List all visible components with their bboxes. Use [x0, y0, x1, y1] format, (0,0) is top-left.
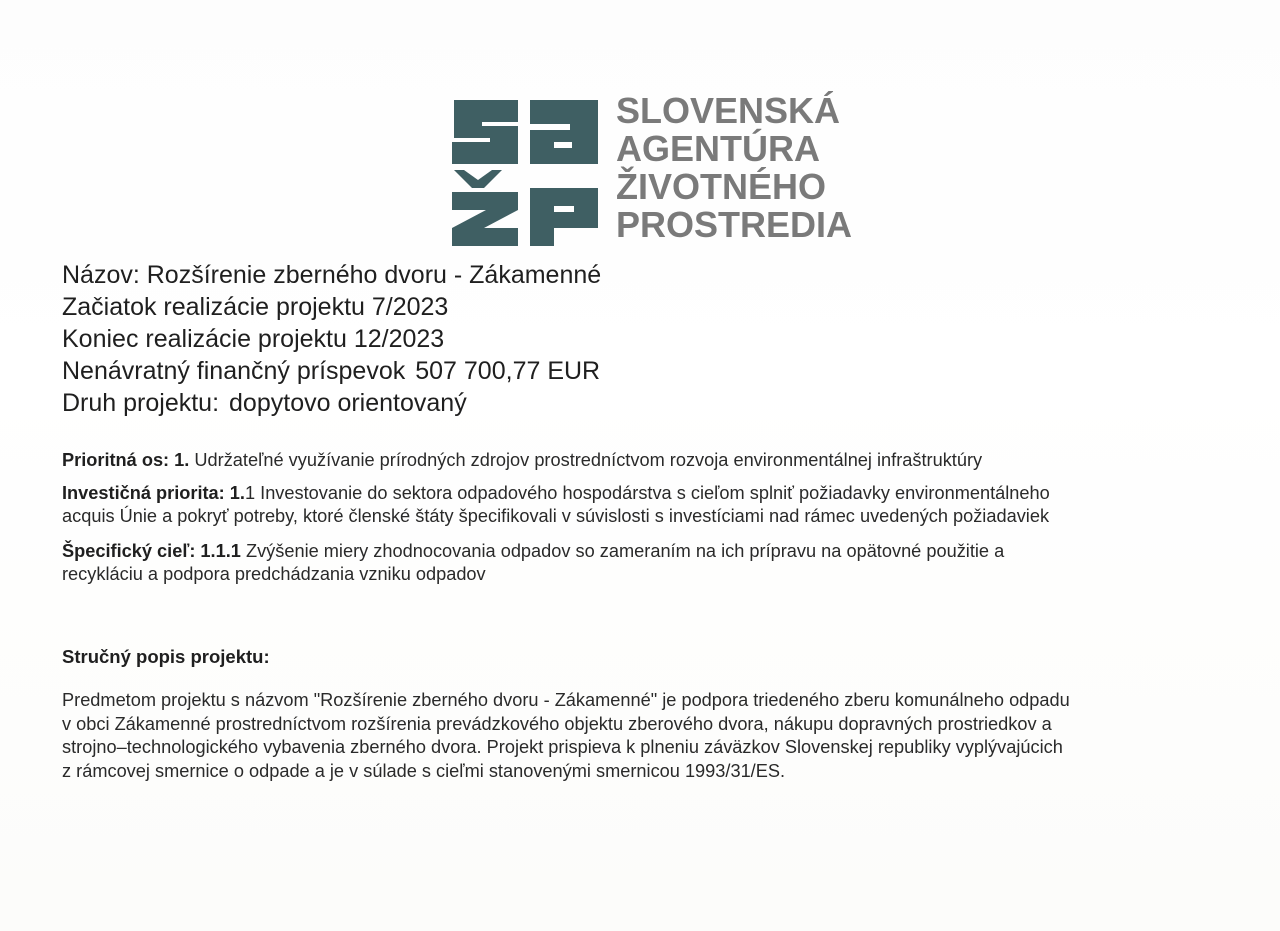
priority-axis [62, 449, 1242, 472]
description-line: Predmetom projektu s názvom "Rozšírenie zberného dvoru - Zákamenné" je podpora triedeného zberu komunálneho odpadu [62, 690, 1070, 710]
specific-objective-text-line1: Zvýšenie miery zhodnocovania odpadov so zameraním na ich prípravu na opätovné použitie a [245, 541, 1005, 561]
logo-wordmark [616, 92, 852, 244]
project-grant [62, 355, 601, 387]
investment-priority-label: Investičná priorita: 1. [62, 483, 245, 503]
project-end: Koniec realizácie projektu 12/2023 [62, 325, 445, 353]
priority-axis-text: Udržateľné využívanie prírodných zdrojov prostredníctvom rozvoja environmentálnej infraštruktúry [194, 450, 983, 470]
investment-priority-text-line1: Investovanie do sektora odpadového hospodárstva s cieľom splniť požiadavky environmentálneho [260, 483, 1050, 503]
project-info [62, 259, 601, 419]
grant-label: Nenávratný finančný príspevok [62, 357, 406, 385]
type-label: Druh projektu: [62, 389, 220, 417]
description-line: v obci Zákamenné prostredníctvom rozšírenia prevádzkového objektu zberového dvora, nákupu dopravných prostriedkov a [62, 713, 1052, 734]
description-title: Stručný popis projektu: [62, 646, 270, 667]
project-name: Názov: Rozšírenie zberného dvoru - Zákamenné [62, 261, 602, 289]
logo-line: AGENTÚRA [616, 128, 820, 169]
investment-priority-text-line2: acquis Únie a pokryť potreby, ktoré členské štáty špecifikovali v súvislosti s investíciami nad rámec uvedených požiadaviek [62, 506, 1050, 526]
type-value: dopytovo orientovaný [229, 389, 467, 417]
specific-objective [62, 540, 1242, 586]
description-line: z rámcovej smernice o odpade a je v súlade s cieľmi stanovenými smernicou 1993/31/ES. [62, 760, 786, 781]
investment-priority [62, 482, 1242, 528]
description-body [62, 689, 1242, 783]
project-type [62, 387, 601, 419]
logo-line: ŽIVOTNÉHO [616, 166, 827, 207]
investment-priority-number-tail: 1 [244, 483, 256, 503]
description-line: strojno–technologického vybavenia zberného dvora. Projekt prispieva k plneniu záväzkov Slovenskej republiky vyplývajúcich [62, 737, 1063, 757]
grant-value: 507 700,77 EUR [415, 357, 601, 385]
logo-line: PROSTREDIA [616, 204, 853, 245]
specific-objective-text-line2: recykláciu a podpora predchádzania vzniku odpadov [62, 564, 486, 584]
specific-objective-label: Špecifický cieľ: 1.1.1 [62, 541, 241, 561]
sazp-logo [450, 90, 853, 252]
project-start: Začiatok realizácie projektu 7/2023 [62, 293, 449, 321]
priority-axis-label: Prioritná os: 1. [62, 450, 190, 470]
logo-line: SLOVENSKÁ [616, 90, 841, 131]
sazp-logo-mark-icon [450, 92, 602, 248]
